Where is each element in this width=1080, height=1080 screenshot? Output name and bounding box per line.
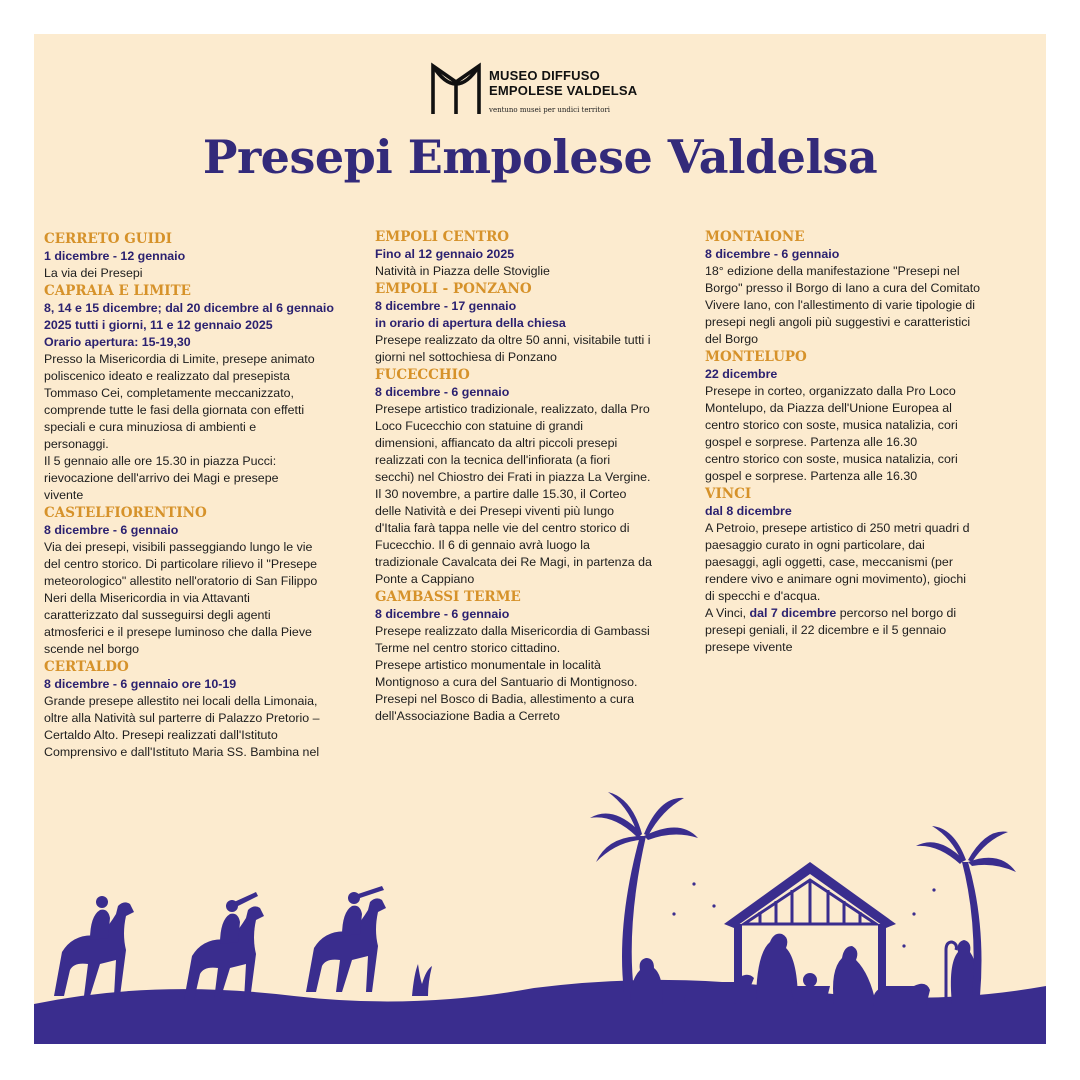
body-line: Montelupo, da Piazza dell'Unione Europea al — [705, 401, 952, 415]
section-castelfiorentino — [44, 504, 360, 658]
body-line: tradizionale Cavalcata dei Re Magi, in partenza da — [375, 555, 652, 569]
column-2 — [375, 228, 691, 725]
shepherd-kneeling-icon — [630, 958, 662, 1004]
section-date: in orario di apertura della chiesa — [375, 316, 566, 330]
body-line: Borgo" presso il Borgo di Iano a cura del Comitato — [705, 281, 981, 295]
body-line: gospel e sorprese. Partenza alle 16.30 — [705, 435, 918, 449]
body-line: Neri della Misericordia in via Attavanti — [44, 591, 250, 605]
body-line: Presepe artistico monumentale in località — [375, 658, 601, 672]
body-line: gospel e sorprese. Partenza alle 16.30 — [705, 469, 918, 483]
body-line: personaggi. — [44, 437, 109, 451]
body-line: Presso la Misericordia di Limite, presepe animato — [44, 352, 315, 366]
body-line: dell'Associazione Badia a Cerreto — [375, 709, 560, 723]
body-line: presepi negli angoli più suggestivi e caratteristici — [705, 315, 971, 329]
body-line: scende nel borgo — [44, 642, 140, 656]
museum-logo-mark-icon — [429, 62, 483, 116]
section-date: dal 8 dicembre — [705, 504, 792, 518]
body-line: Tommaso Cei, completamente meccanizzato, — [44, 386, 294, 400]
poster — [34, 34, 1046, 1044]
body-line: Certaldo Alto. Presepi realizzati dall'Istituto — [44, 728, 278, 742]
body-line: Presepe realizzato dalla Misericordia di Gambassi — [375, 624, 650, 638]
body-line: La via dei Presepi — [44, 266, 143, 280]
body-line: paesaggio curato in ogni particolare, dai — [705, 538, 925, 552]
body-line: del centro storico. Di particolare rilievo il "Presepe — [44, 557, 317, 571]
body-line: Il 30 novembre, a partire dalle 15.30, il Corteo — [375, 487, 627, 501]
body-line: dimensioni, affiancato da altri piccoli presepi — [375, 436, 618, 450]
section-title: GAMBASSI TERME — [375, 589, 521, 605]
museum-logo — [429, 62, 679, 118]
section-date: 8 dicembre - 6 gennaio — [375, 385, 510, 399]
museum-name — [489, 68, 637, 98]
body-line: atmosferici e il presepe luminoso che dalla Pieve — [44, 625, 312, 639]
section-body — [44, 265, 360, 282]
museum-name-line1: MUSEO DIFFUSO — [489, 68, 600, 83]
body-line: Comprensivo e dall'Istituto Maria SS. Bambina nel — [44, 745, 320, 759]
section-date: 8 dicembre - 6 gennaio ore 10-19 — [44, 677, 237, 691]
section-body — [375, 332, 691, 366]
body-line: Grande presepe allestito nei locali della Limonaia, — [44, 694, 318, 708]
body-line: del Borgo — [705, 332, 759, 346]
section-date: 22 dicembre — [705, 367, 778, 381]
section-body — [705, 520, 1021, 656]
joseph-figure-icon — [756, 934, 798, 1004]
section-title: FUCECCHIO — [375, 367, 470, 383]
section-title: CAPRAIA E LIMITE — [44, 283, 191, 299]
body-line: secchi) nel Chiostro dei Frati in piazza La Vergine. — [375, 470, 651, 484]
nativity-silhouette-illustration — [34, 774, 1046, 1044]
section-title: EMPOLI - PONZANO — [375, 281, 532, 297]
body-line: d'Italia farà tappa nelle vie del centro storico di — [375, 521, 630, 535]
body-line: di specchi e d'acqua. — [705, 589, 821, 603]
plant-silhouette — [412, 964, 432, 996]
section-date: 8 dicembre - 17 gennaio — [375, 299, 517, 313]
body-text: A Vinci, — [705, 606, 750, 620]
section-empoli-centro — [375, 228, 691, 280]
section-title: MONTELUPO — [705, 349, 807, 365]
section-capraia-e-limite — [44, 282, 360, 504]
body-line: A Petroio, presepe artistico di 250 metri quadri d — [705, 521, 970, 535]
body-line: Natività in Piazza delle Stoviglie — [375, 264, 550, 278]
section-body — [375, 401, 691, 588]
section-date: 8 dicembre - 6 gennaio — [375, 607, 510, 621]
column-3 — [705, 228, 1021, 656]
body-line: centro storico con soste, musica natalizia, cori — [705, 452, 958, 466]
body-line: delle Natività e dei Presepi viventi più lungo — [375, 504, 615, 518]
body-line: realizzati con la tecnica dell'infiorata (a fiori — [375, 453, 611, 467]
body-line: poliscenico ideato e realizzato dal presepista — [44, 369, 290, 383]
column-1 — [44, 230, 360, 761]
section-title: CERRETO GUIDI — [44, 231, 172, 247]
body-line: presepi geniali, il 22 dicembre e il 5 gennaio — [705, 623, 947, 637]
section-title: VINCI — [705, 486, 752, 502]
body-line: Presepe in corteo, organizzato dalla Pro Loco — [705, 384, 956, 398]
mary-figure-icon — [833, 946, 876, 1004]
body-line: Loco Fucecchio con statuine di grandi — [375, 419, 584, 433]
camel-rider-3-icon — [306, 886, 386, 992]
body-line: Fucecchio. Il 6 di gennaio avrà luogo la — [375, 538, 590, 552]
body-line: Presepe artistico tradizionale, realizzato, dalla Pro — [375, 402, 650, 416]
section-body — [375, 623, 691, 725]
section-date: 8, 14 e 15 dicembre; dal 20 dicembre al 6 gennaio — [44, 301, 334, 315]
section-body — [44, 693, 360, 761]
section-gambassi-terme — [375, 588, 691, 725]
section-title: MONTAIONE — [705, 229, 805, 245]
section-montelupo — [705, 348, 1021, 485]
museum-name-line2: EMPOLESE VALDELSA — [489, 83, 638, 98]
section-body — [705, 383, 1021, 485]
highlight-date: dal 7 dicembre — [749, 606, 837, 620]
body-line: speciali e cura minuziosa di ambienti e — [44, 420, 257, 434]
section-date: Orario apertura: 15-19,30 — [44, 335, 191, 349]
section-body — [44, 351, 360, 504]
section-date: Fino al 12 gennaio 2025 — [375, 247, 515, 261]
manger-icon — [790, 986, 830, 1002]
body-line: rendere vivo e animare ogni movimento), giochi — [705, 572, 967, 586]
stars-decoration — [672, 882, 935, 947]
body-line: paesaggi, agli oggetti, case, meccanismi (per — [705, 555, 953, 569]
body-line: caratterizzato dal susseguirsi degli agenti — [44, 608, 271, 622]
body-line: 18° edizione della manifestazione "Presepi nel — [705, 264, 960, 278]
section-date: 2025 tutti i giorni, 11 e 12 gennaio 2025 — [44, 318, 273, 332]
section-body — [375, 263, 691, 280]
camel-rider-1-icon — [54, 896, 134, 996]
body-line: Via dei presepi, visibili passeggiando lungo le vie — [44, 540, 313, 554]
body-line: Presepi nel Bosco di Badia, allestimento a cura — [375, 692, 634, 706]
body-line: giorni nel sottochiesa di Ponzano — [375, 350, 557, 364]
body-line: centro storico con soste, musica natalizia, cori — [705, 418, 958, 432]
section-fucecchio — [375, 366, 691, 588]
section-date: 8 dicembre - 6 gennaio — [44, 523, 179, 537]
section-empoli-ponzano — [375, 280, 691, 366]
body-line: Montignoso a cura del Santuario di Montignoso. — [375, 675, 638, 689]
body-line: Presepe realizzato da oltre 50 anni, visitabile tutti i — [375, 333, 651, 347]
body-line: Il 5 gennaio alle ore 15.30 in piazza Pucci: — [44, 454, 277, 468]
body-line: Terme nel centro storico cittadino. — [375, 641, 561, 655]
body-line: presepe vivente — [705, 640, 793, 654]
section-body — [44, 539, 360, 658]
section-title: CERTALDO — [44, 659, 129, 675]
body-line: comprende tutte le fasi della giornata con effetti — [44, 403, 305, 417]
section-cerreto-guidi — [44, 230, 360, 282]
section-body — [705, 263, 1021, 348]
section-vinci — [705, 485, 1021, 656]
body-line: meteorologico" allestito nell'oratorio di San Filippo — [44, 574, 318, 588]
camel-rider-2-icon — [184, 892, 264, 1000]
section-title: CASTELFIORENTINO — [44, 505, 207, 521]
body-line: Vivere Iano, con l'allestimento di varie tipologie di — [705, 298, 976, 312]
body-text: percorso nel borgo di — [836, 606, 957, 620]
body-line: oltre alla Natività sul parterre di Palazzo Pretorio – — [44, 711, 320, 725]
section-date: 8 dicembre - 6 gennaio — [705, 247, 840, 261]
body-line: rievocazione dell'arrivo dei Magi e presepe — [44, 471, 279, 485]
section-date: 1 dicembre - 12 gennaio — [44, 249, 186, 263]
page-title: Presepi Empolese Valdelsa — [202, 130, 878, 184]
section-montaione — [705, 228, 1021, 348]
ox-icon — [684, 975, 754, 1004]
section-certaldo — [44, 658, 360, 761]
body-line: vivente — [44, 488, 84, 502]
body-line: Ponte a Cappiano — [375, 572, 475, 586]
body-line — [705, 605, 1021, 622]
section-title: EMPOLI CENTRO — [375, 229, 510, 245]
museum-tagline: ventuno musei per undici territori — [489, 106, 611, 114]
